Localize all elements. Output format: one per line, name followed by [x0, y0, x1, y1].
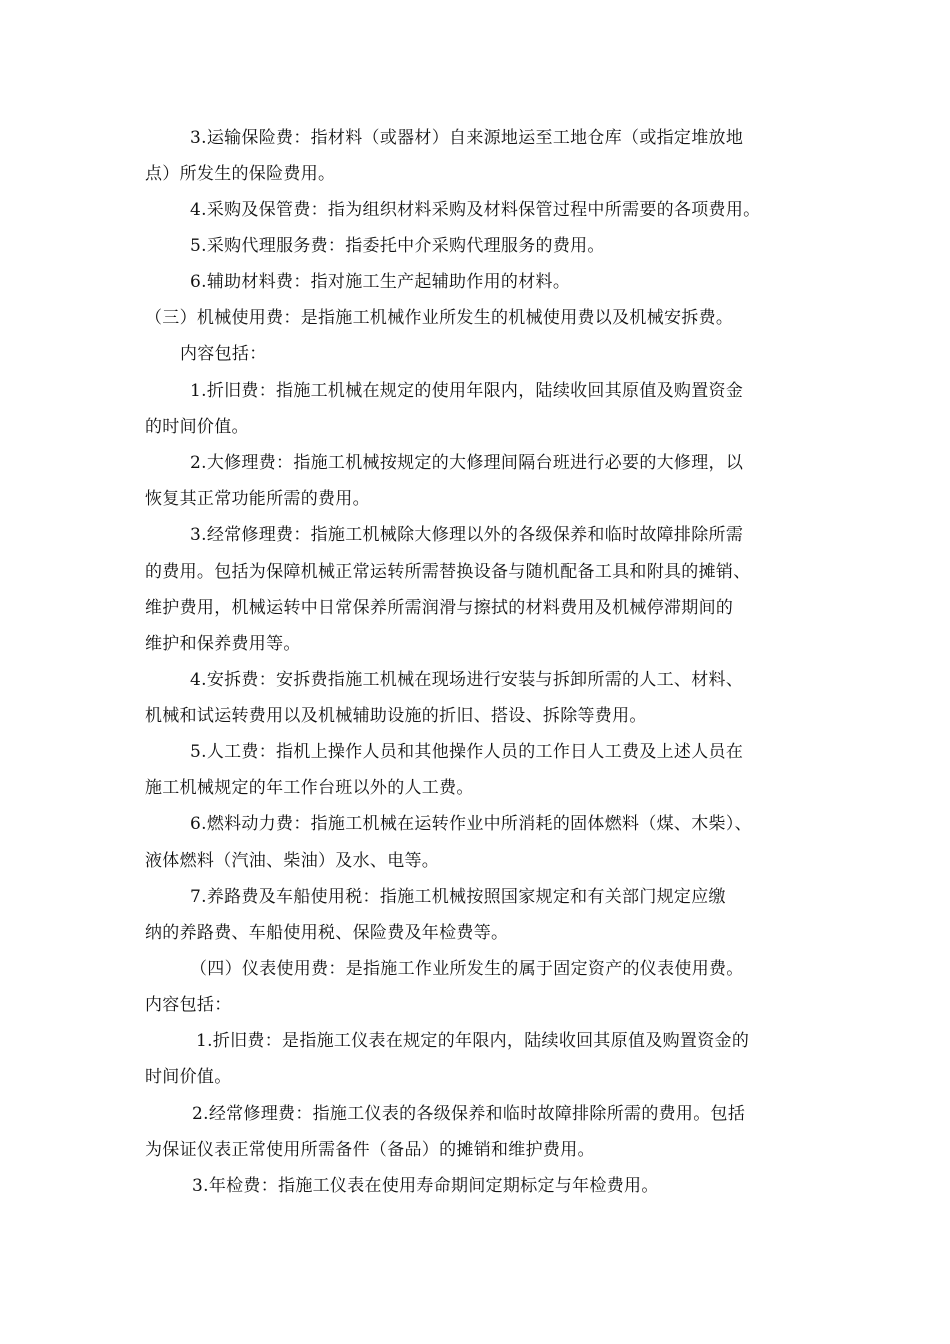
text-line: 1.折旧费：是指施工仪表在规定的年限内，陆续收回其原值及购置资金的: [196, 1031, 750, 1051]
text-line: 4.安拆费：安拆费指施工机械在现场进行安装与拆卸所需的人工、材料、: [190, 670, 744, 690]
text-line: 机械和试运转费用以及机械辅助设施的折旧、搭设、拆除等费用。: [145, 706, 647, 726]
text-line: 纳的养路费、车船使用税、保险费及年检费等。: [145, 923, 509, 943]
text-line: 的时间价值。: [145, 417, 249, 437]
text-line: 5.人工费：指机上操作人员和其他操作人员的工作日人工费及上述人员在: [190, 742, 744, 762]
text-line: 1.折旧费：指施工机械在规定的使用年限内，陆续收回其原值及购置资金: [190, 381, 744, 401]
section-heading: （四）仪表使用费：是指施工作业所发生的属于固定资产的仪表使用费。: [190, 959, 744, 979]
section-heading: （三）机械使用费：是指施工机械作业所发生的机械使用费以及机械安拆费。: [145, 308, 734, 328]
text-line: 3.运输保险费：指材料（或器材）自来源地运至工地仓库（或指定堆放地: [190, 128, 744, 148]
text-line: 为保证仪表正常使用所需备件（备品）的摊销和维护费用。: [145, 1140, 595, 1160]
text-line: 5.采购代理服务费：指委托中介采购代理服务的费用。: [190, 236, 605, 256]
text-line: 点）所发生的保险费用。: [145, 164, 336, 184]
text-line: 3.年检费：指施工仪表在使用寿命期间定期标定与年检费用。: [192, 1176, 659, 1196]
text-line: 维护和保养费用等。: [145, 634, 301, 654]
text-line: 液体燃料（汽油、柴油）及水、电等。: [145, 851, 440, 871]
text-line: 的费用。包括为保障机械正常运转所需替换设备与随机配备工具和附具的摊销、: [145, 562, 751, 582]
text-line: 7.养路费及车船使用税：指施工机械按照国家规定和有关部门规定应缴: [190, 887, 726, 907]
text-line: 恢复其正常功能所需的费用。: [145, 489, 370, 509]
text-line: 施工机械规定的年工作台班以外的人工费。: [145, 778, 474, 798]
text-line: 2.经常修理费：指施工仪表的各级保养和临时故障排除所需的费用。包括: [192, 1104, 746, 1124]
text-line: 6.辅助材料费：指对施工生产起辅助作用的材料。: [190, 272, 571, 292]
text-line: 时间价值。: [145, 1067, 232, 1087]
text-line: 维护费用，机械运转中日常保养所需润滑与擦拭的材料费用及机械停滞期间的: [145, 598, 734, 618]
text-line: 6.燃料动力费：指施工机械在运转作业中所消耗的固体燃料（煤、木柴）、: [190, 814, 752, 834]
text-line: 内容包括：: [180, 344, 267, 364]
text-line: 4.采购及保管费：指为组织材料采购及材料保管过程中所需要的各项费用。: [190, 200, 761, 220]
text-line: 内容包括：: [145, 995, 232, 1015]
text-line: 3.经常修理费：指施工机械除大修理以外的各级保养和临时故障排除所需: [190, 525, 744, 545]
text-line: 2.大修理费：指施工机械按规定的大修理间隔台班进行必要的大修理，以: [190, 453, 744, 473]
